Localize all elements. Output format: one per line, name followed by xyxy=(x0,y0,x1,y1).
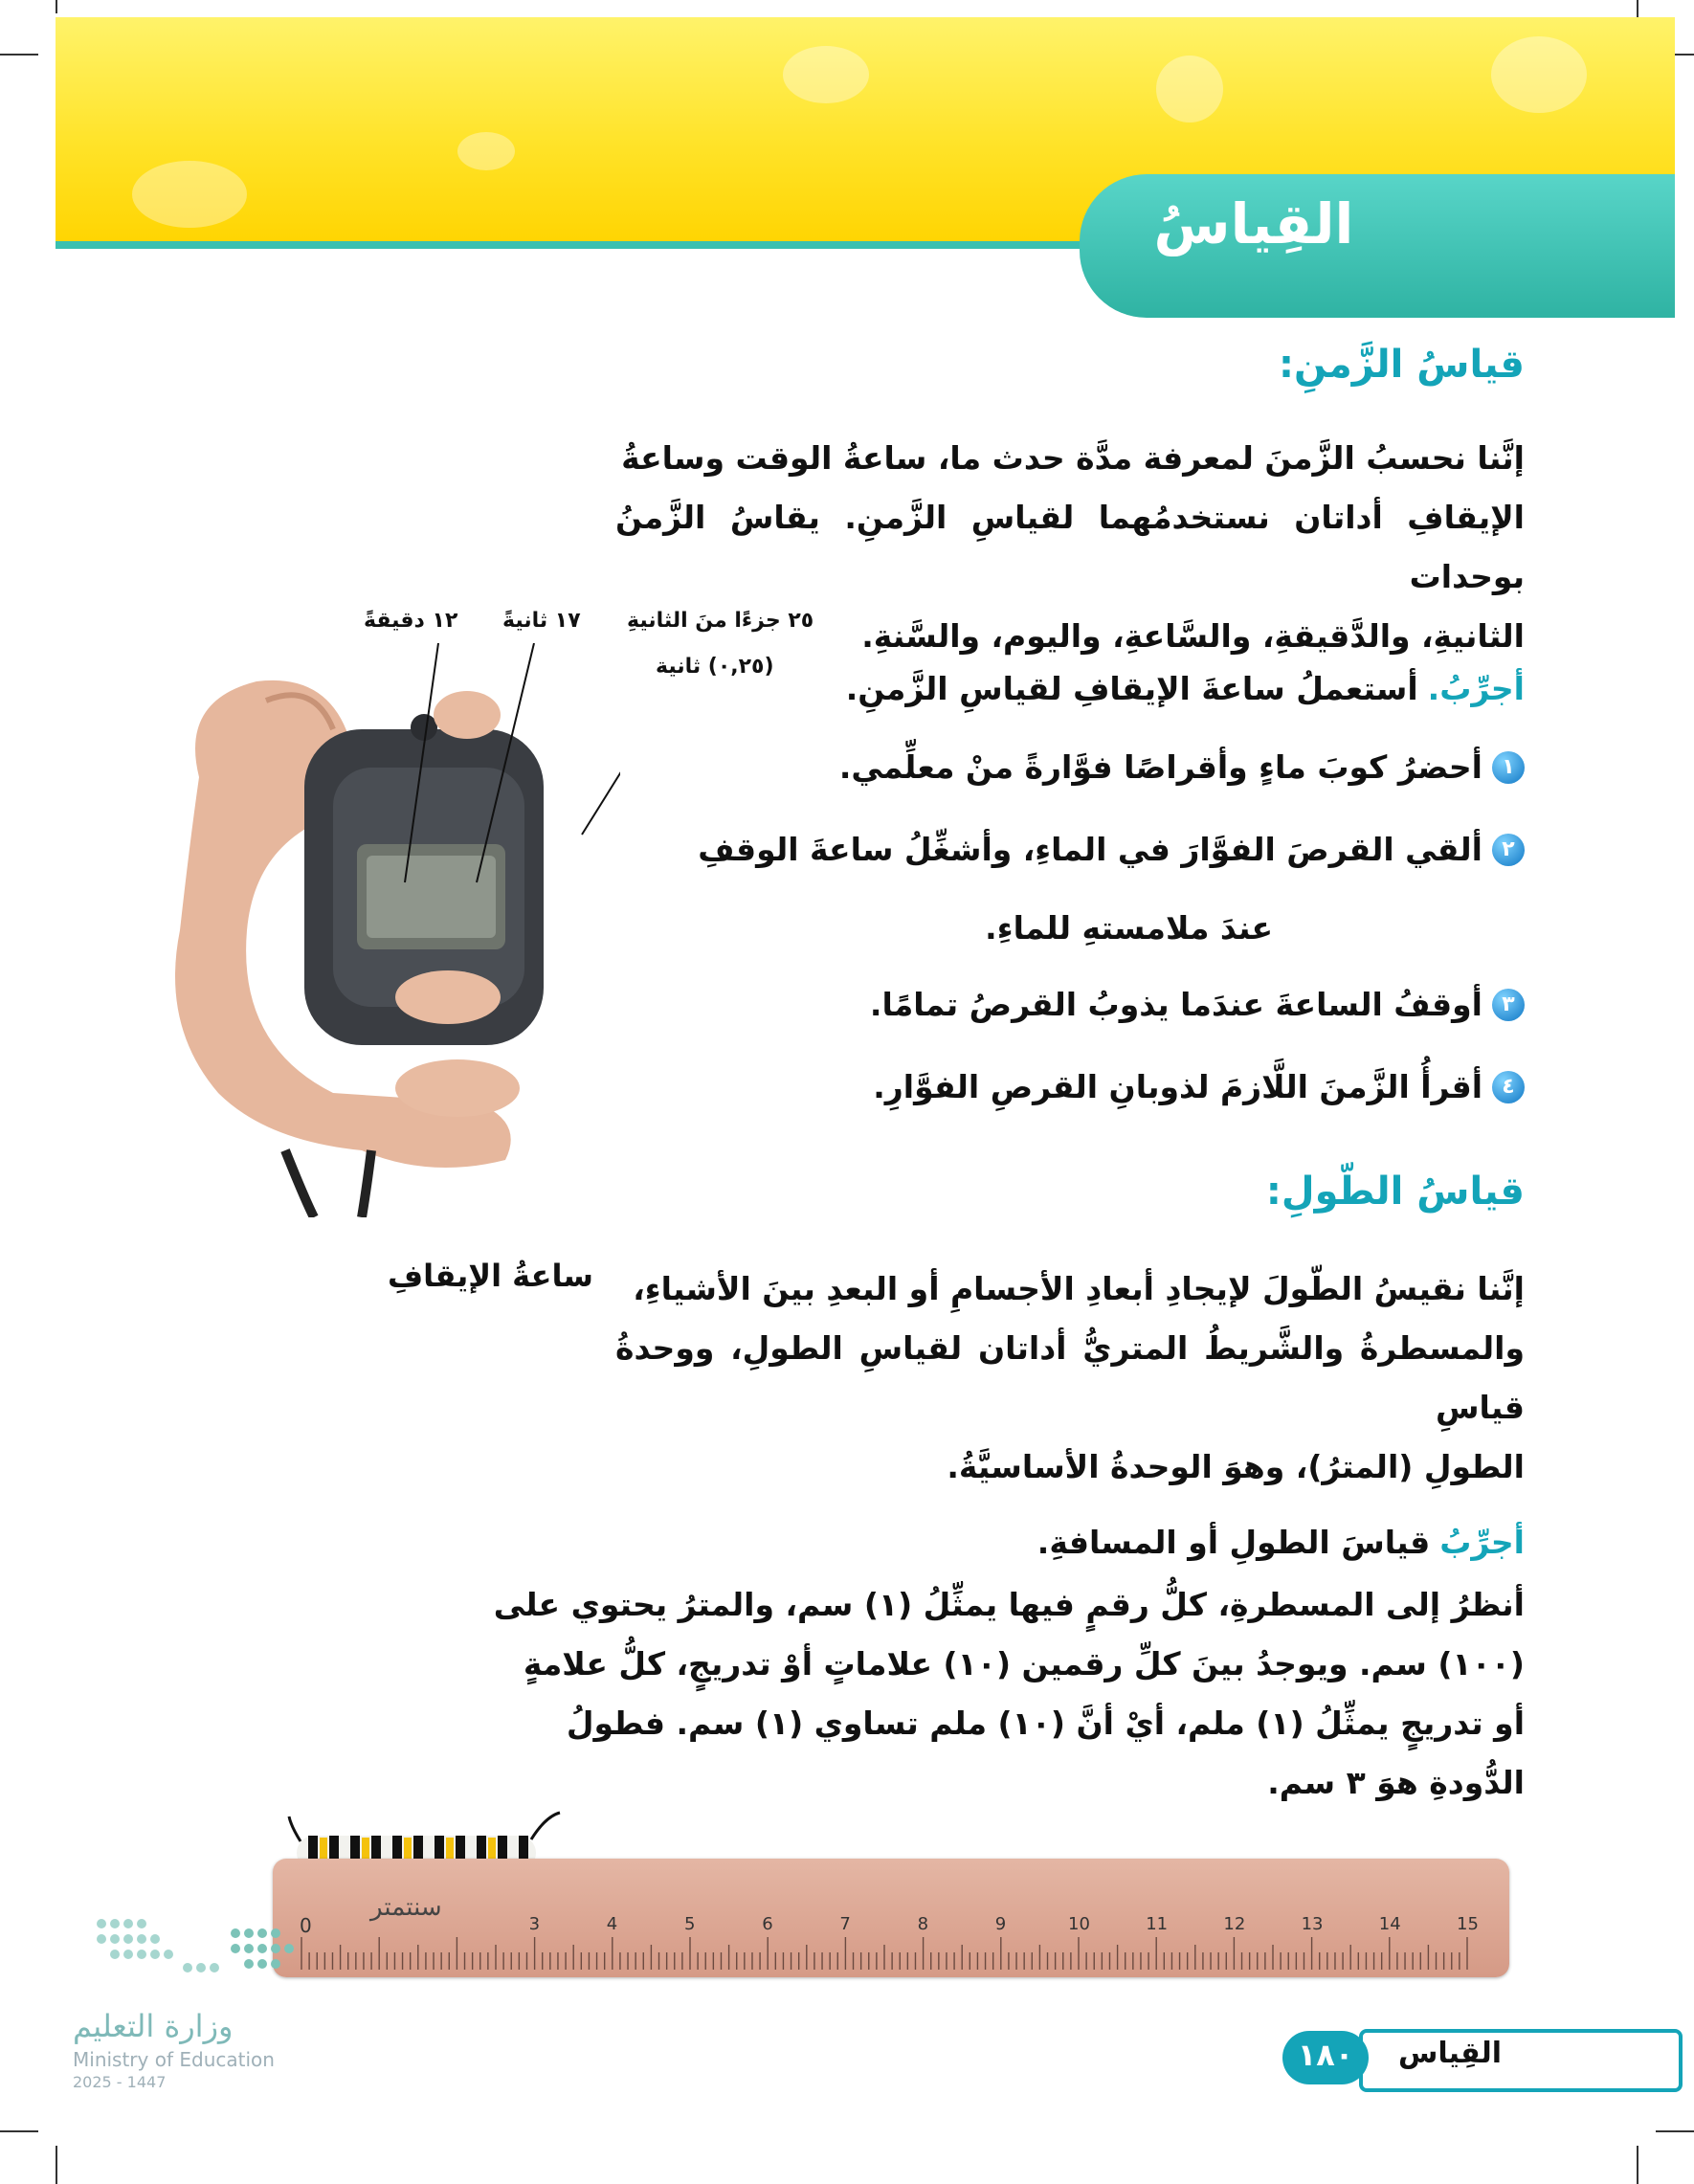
figure-caption: ساعةُ الإيقافِ xyxy=(388,1258,593,1294)
ruler-number: 7 xyxy=(839,1914,851,1934)
page-title: القِياسُ xyxy=(1153,191,1354,256)
step-item xyxy=(870,986,1525,1023)
crop-mark xyxy=(1656,2130,1694,2132)
step-continuation xyxy=(985,909,1273,947)
page-number: ١٨٠ xyxy=(1297,2037,1354,2073)
finger xyxy=(395,1059,520,1117)
ruler-number: 5 xyxy=(684,1914,696,1934)
text-line: والمسطرةُ والشَّريطُ المتريُّ أداتان لقياسِ الطولِ، ووحدةُ قياسِ xyxy=(615,1329,1525,1426)
ruler-number: 10 xyxy=(1068,1914,1090,1934)
ruler-number: 11 xyxy=(1146,1914,1169,1934)
ruler-number: 3 xyxy=(528,1914,541,1934)
text-line: الطولِ (المترُ)، وهوَ الوحدةُ الأساسيَّةُ. xyxy=(947,1448,1525,1485)
text-line: إنَّنا نقيسُ الطّولَ لإيجادِ أبعادِ الأجسامِ أو البعدِ بينَ الأشياءِ، xyxy=(633,1270,1525,1307)
try-heading-length xyxy=(1037,1524,1525,1561)
try-text: أستعملُ ساعةَ الإيقافِ لقياسِ الزَّمنِ. xyxy=(845,670,1418,707)
footer-chapter-title: القِياس xyxy=(1397,2037,1503,2070)
ruler-number: 12 xyxy=(1223,1914,1246,1934)
text-line: أنظرُ إلى المسطرةِ، كلُّ رقمٍ فيها يمثِّلُ (١) سم، والمترُ يحتوي على xyxy=(493,1586,1525,1623)
stopwatch-button xyxy=(411,714,437,741)
step-text: أقرأُ الزَّمنَ اللَّازمَ لذوبانِ القرصِ الفوَّارِ. xyxy=(873,1068,1482,1105)
try-text: قياسَ الطولِ أو المسافةِ. xyxy=(1036,1524,1431,1561)
section-title-length: قياسُ الطّولِ: xyxy=(1265,1170,1525,1214)
ruler-number: 6 xyxy=(762,1914,773,1934)
callout-fraction: (٠,٢٥) ثانية xyxy=(656,655,774,679)
callout-hundredths: ٢٥ جزءًا منَ الثانيةِ xyxy=(627,609,814,633)
text-line: أو تدريجٍ يمثِّلُ (١) ملم، أيْ أنَّ (١٠) ملم تساوي (١) سم. فطولُ xyxy=(566,1705,1525,1742)
ruler-number: 13 xyxy=(1301,1914,1324,1934)
text-line: إنَّنا نحسبُ الزَّمنَ لمعرفة مدَّة حدث ما، ساعةُ الوقت وساعةُ xyxy=(621,439,1525,477)
length-paragraph xyxy=(615,1259,1525,1497)
step-item xyxy=(698,831,1525,868)
stopwatch-photo xyxy=(142,643,620,1217)
crop-mark xyxy=(1637,2146,1638,2184)
ministry-name-ar: وزارة التعليم xyxy=(73,2008,234,2044)
ministry-year: 2025 - 1447 xyxy=(73,2073,167,2091)
step-text: ألقي القرصَ الفوَّارَ في الماءِ، وأشغِّلُ ساعةَ الوقفِ xyxy=(698,831,1482,868)
ruler-zero-label: 0 xyxy=(300,1914,312,1937)
step-item xyxy=(839,748,1525,786)
ruler-unit-label: سنتمتر xyxy=(370,1893,442,1922)
ruler-paragraph xyxy=(462,1575,1525,1813)
step-number: ٤ xyxy=(1492,1071,1525,1103)
step-number: ٢ xyxy=(1492,834,1525,866)
finger xyxy=(434,691,501,739)
callout-line xyxy=(582,681,620,835)
ruler-number: 8 xyxy=(917,1914,929,1934)
try-label: أجرِّبُ xyxy=(1439,1524,1525,1561)
step-text: عندَ ملامستهِ للماءِ. xyxy=(985,909,1273,947)
text-line: الإيقافِ أداتان نستخدمُهما لقياسِ الزَّمنِ. يقاسُ الزَّمنُ بوحدات xyxy=(615,499,1525,595)
text-line: (١٠٠) سم. ويوجدُ بينَ كلِّ رقمين (١٠) علاماتٍ أوْ تدريجٍ، كلُّ علامةٍ xyxy=(523,1645,1525,1683)
crop-mark xyxy=(0,2130,38,2132)
step-item xyxy=(873,1068,1525,1105)
finger xyxy=(395,970,501,1024)
section-title-time: قياسُ الزَّمنِ: xyxy=(1278,343,1525,387)
step-number: ٣ xyxy=(1492,989,1525,1021)
step-text: أحضرُ كوبَ ماءٍ وأقراصًا فوَّارةً منْ معلِّمي. xyxy=(838,748,1482,786)
crop-mark xyxy=(56,2146,57,2184)
try-heading-time xyxy=(846,670,1525,707)
text-line: الدُّودةِ هوَ ٣ سم. xyxy=(1267,1764,1525,1801)
ruler-number: 4 xyxy=(606,1914,618,1934)
try-label: أجرِّبُ. xyxy=(1427,670,1525,707)
callout-seconds: ١٧ ثانيةً xyxy=(502,609,581,633)
ruler-number: 15 xyxy=(1457,1914,1479,1934)
ruler-number: 9 xyxy=(994,1914,1007,1934)
crop-mark xyxy=(56,0,57,13)
ruler-number: 14 xyxy=(1378,1914,1401,1934)
lanyard xyxy=(285,1150,314,1217)
step-text: أوقفُ الساعةَ عندَما يذوبُ القرصُ تمامًا. xyxy=(869,986,1482,1023)
ruler xyxy=(273,1859,1509,1977)
callout-minutes: ١٢ دقيقةً xyxy=(364,609,458,633)
ruler-ticks xyxy=(273,1859,1509,1977)
ministry-name-en: Ministry of Education xyxy=(73,2048,275,2071)
text-line: الثانيةِ، والدَّقيقةِ، والسَّاعةِ، واليوم، والسَّنةِ. xyxy=(861,617,1525,655)
ministry-logo-icon xyxy=(92,1914,302,2000)
crop-mark xyxy=(0,54,38,56)
step-number: ١ xyxy=(1492,751,1525,784)
